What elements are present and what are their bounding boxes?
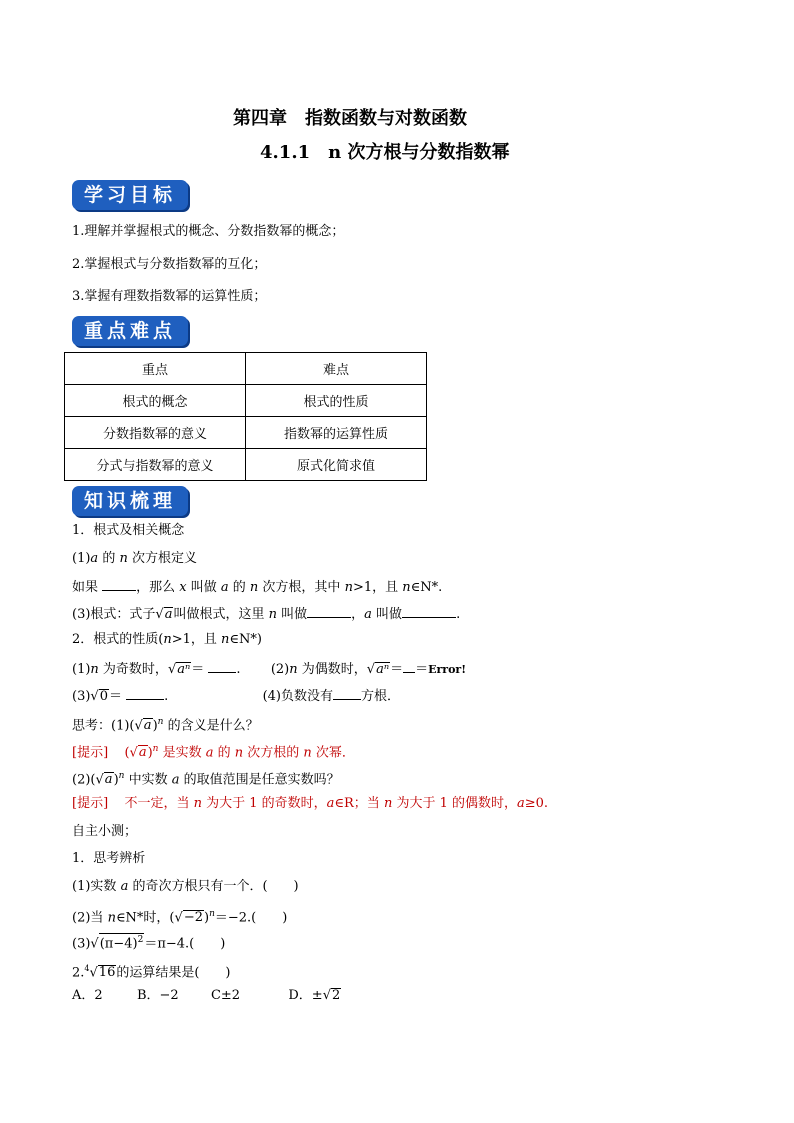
- table-header-row: [65, 353, 427, 385]
- fill-blank: [102, 578, 136, 591]
- knowledge-line-12: 自主小测；: [72, 824, 138, 839]
- fill-blank: [333, 687, 361, 700]
- goal-3: 3.掌握有理数指数幂的运算性质；: [72, 289, 267, 304]
- knowledge-line-10: $(2)(√a)^n$ 中实数 a 的取值范围是任意实数吗？: [72, 771, 340, 788]
- knowledge-line-11: [提示] 不一定，当 n 为大于 1 的奇数时，a∈R；当 n 为大于 1 的偶数时，a≥0.: [72, 796, 549, 811]
- root-sign-icon: √: [174, 910, 183, 926]
- knowledge-line-14: (1)实数 a 的奇次方根只有一个．( ): [72, 879, 299, 894]
- choices-line: [72, 988, 341, 1004]
- knowledge-line-6: (1)n 为奇数时，√aⁿ＝ . (2)n 为偶数时，√aⁿ＝ ＝Error!: [72, 662, 467, 677]
- table-row: [65, 417, 427, 449]
- table-cell: 原式化简求值: [246, 449, 427, 481]
- knowledge-line-9: [提示] $(√a)^n$ 是实数 a 的 n 次方根的 n 次幂．: [72, 744, 355, 761]
- fill-blank: [307, 605, 351, 618]
- knowledge-badge: 知识梳理: [72, 486, 188, 516]
- root-sign-icon: √: [322, 988, 331, 1003]
- knowledge-line-5: 2．根式的性质(n>1，且 n∈N*): [72, 632, 262, 647]
- goals-badge: 学习目标: [72, 180, 188, 210]
- key-points-badge: 重点难点: [72, 316, 188, 346]
- root-sign-icon: √: [89, 965, 98, 981]
- table-header-cell: 重点: [65, 353, 246, 385]
- table-header-cell: 难点: [246, 353, 427, 385]
- hint-tag: [提示]: [72, 745, 109, 761]
- table-cell: 分数指数幂的意义: [65, 417, 246, 449]
- choice-a: A．2: [72, 988, 103, 1003]
- root-sign-icon: √: [366, 662, 376, 677]
- knowledge-line-17: 2.$^4$√16的运算结果是( ): [72, 964, 231, 981]
- root-sign-icon: √: [167, 662, 177, 677]
- section-title: 4.1.1 n 次方根与分数指数幂: [260, 142, 510, 163]
- goal-2: 2.掌握根式与分数指数幂的互化；: [72, 257, 267, 272]
- root-sign-icon: √: [134, 718, 143, 734]
- root-sign-icon: √: [95, 772, 104, 788]
- goal-1: 1.理解并掌握根式的概念、分数指数幂的概念；: [72, 224, 345, 239]
- knowledge-line-15: (2)当 n∈N*时，$(√-2)^n=-2$.( ): [72, 909, 288, 926]
- fill-blank: [126, 687, 164, 700]
- fill-blank: [208, 660, 236, 673]
- table-cell: 根式的概念: [65, 385, 246, 417]
- hint-tag: [提示]: [72, 796, 109, 811]
- root-sign-icon: √: [90, 689, 99, 704]
- choice-d: D．±√2: [288, 988, 341, 1003]
- knowledge-line-8: 思考：$(1)(√a)^n$ 的含义是什么？: [72, 717, 259, 734]
- key-points-table: [64, 352, 427, 481]
- choice-b: B．−2: [136, 988, 179, 1003]
- root-sign-icon: √: [90, 936, 99, 952]
- knowledge-line-4: (3)根式：式子√a叫做根式，这里 n 叫做 ，a 叫做 .: [72, 607, 461, 622]
- knowledge-line-13: 1．思考辨析: [72, 851, 146, 866]
- chapter-title: 第四章 指数函数与对数函数: [233, 108, 467, 129]
- knowledge-line-1: 1．根式及相关概念: [72, 523, 185, 538]
- table-row: [65, 385, 427, 417]
- table-cell: 指数幂的运算性质: [246, 417, 427, 449]
- fill-blank: [403, 660, 415, 673]
- choice-c: C±2: [210, 988, 241, 1003]
- root-sign-icon: √: [129, 745, 138, 761]
- knowledge-line-7: (3)√0＝ . (4)负数没有 方根．: [72, 689, 400, 704]
- fill-blank: [402, 605, 456, 618]
- error-text: Error!: [428, 663, 467, 676]
- knowledge-line-2: (1)a 的 n 次方根定义: [72, 551, 197, 566]
- table-cell: 根式的性质: [246, 385, 427, 417]
- knowledge-line-3: 如果 ，那么 x 叫做 a 的 n 次方根，其中 n>1，且 n∈N*.: [72, 580, 443, 595]
- knowledge-line-16: $(3)√(\pi-4)^2=\pi-4$.( ): [72, 935, 226, 952]
- root-sign-icon: √: [155, 607, 164, 622]
- table-cell: 分式与指数幂的意义: [65, 449, 246, 481]
- table-row: [65, 449, 427, 481]
